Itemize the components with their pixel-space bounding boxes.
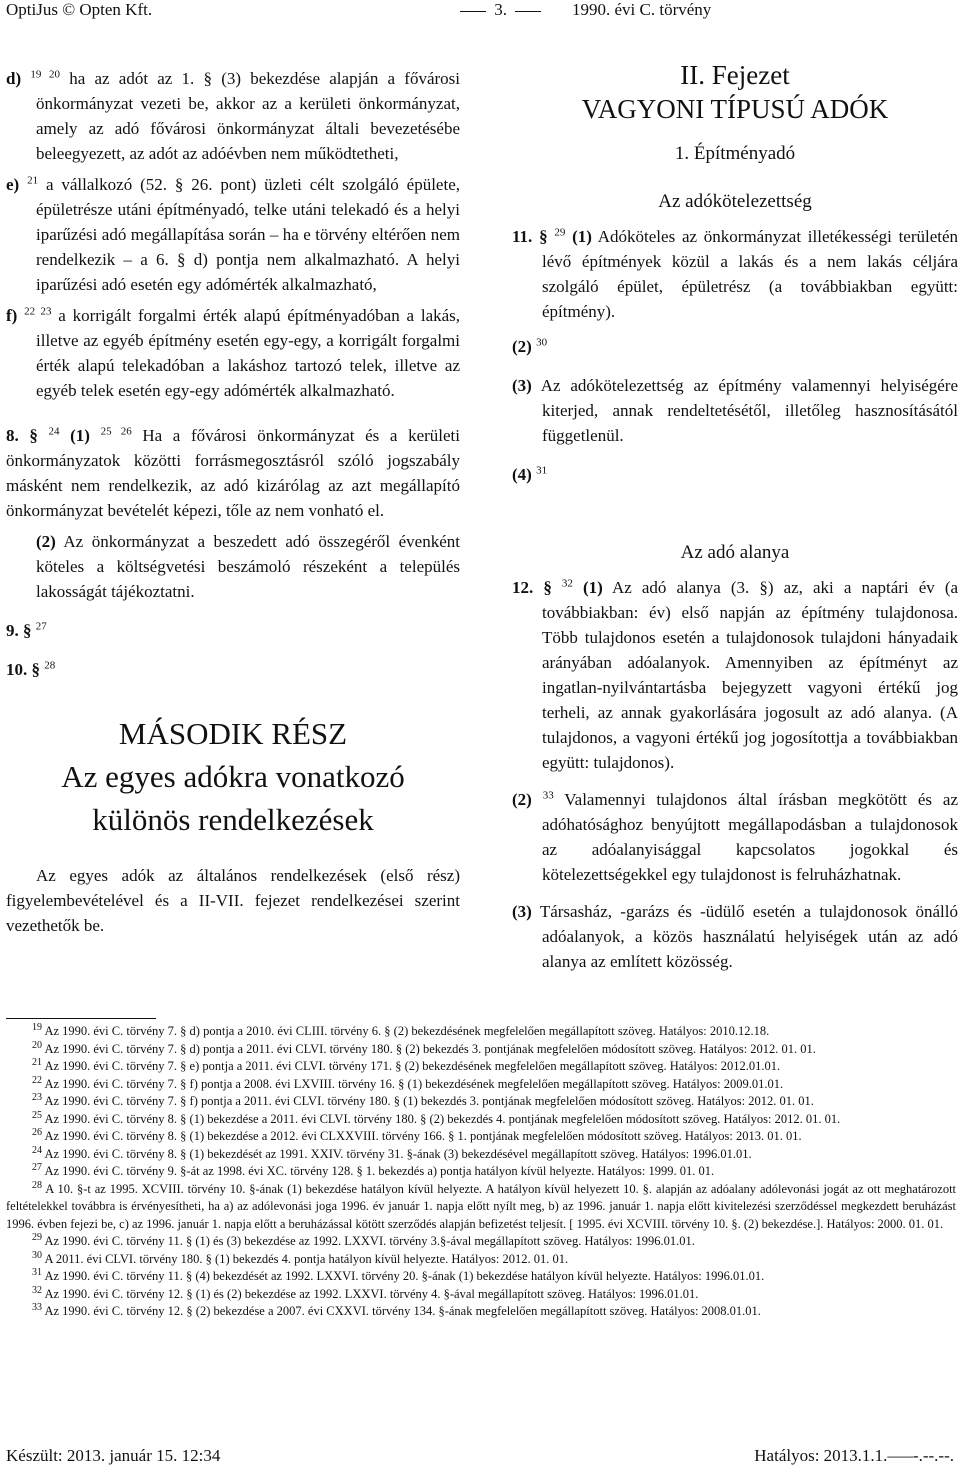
section-11-paragraph-2 <box>512 334 958 359</box>
footnote-text: Az 1990. évi C. törvény 7. § f) pontja a 2011. évi CLVI. törvény 180. § (1) bekezdés 3. pontjának megfelelően módosított szöveg. Hatályos: 2012. 01. 01. <box>44 1094 814 1108</box>
paragraph-number: (4) <box>512 465 532 484</box>
footnote-item <box>6 1163 956 1181</box>
footnote-text: Az 1990. évi C. törvény 11. § (1) és (3) bekezdése az 1992. LXXVI. törvény 3.§-ával megállapított szöveg. Hatályos: 1996.01.01. <box>44 1234 695 1248</box>
right-column <box>512 58 958 974</box>
footnote-ref[interactable]: 28 <box>44 659 56 672</box>
footnotes <box>6 1018 956 1321</box>
footnote-text: Az 1990. évi C. törvény 8. § (1) bekezdése a 2012. évi CLXXVIII. törvény 166. § 1. pontjának megfelelően módosított szöveg. Hatályos: 2013. 01. 01. <box>44 1129 802 1143</box>
footnote-item <box>6 1181 956 1234</box>
footnote-item <box>6 1076 956 1094</box>
footnote-text: Az 1990. évi C. törvény 12. § (1) és (2) bekezdése az 1992. LXXVI. törvény 4. §-ával megállapított szöveg. Hatályos: 1996.01.01. <box>44 1286 699 1301</box>
paragraph-number: (2) <box>36 532 56 551</box>
chapter-heading <box>512 58 958 126</box>
footnote-ref[interactable]: 32 <box>561 577 573 590</box>
footnote-text: Az 1990. évi C. törvény 11. § (4) bekezdését az 1992. LXXVI. törvény 20. §-ának (1) bekezdése hatályon kívül helyezte. Hatályos: 1996.01.01. <box>44 1269 765 1283</box>
section-11-paragraph-3 <box>512 373 958 448</box>
page-header <box>0 0 960 24</box>
section-title-obligation: Az adókötelezettség <box>658 191 812 212</box>
point-f <box>6 303 460 403</box>
footnote-number: 23 <box>32 1091 42 1103</box>
paragraph-number: (3) <box>512 902 532 921</box>
paragraph-number: (1) <box>70 426 90 445</box>
chapter-title: VAGYONI TÍPUSÚ ADÓK <box>581 94 889 124</box>
footnote-item <box>6 1058 956 1076</box>
section-12-label: 12. § <box>512 578 552 597</box>
section-8-paragraph-2-text: Az önkormányzat a beszedett adó összegéről évenként köteles a költségvetési beszámoló részeként a település lakosságát tájékoztatni. <box>36 532 460 601</box>
section-11-text: Adóköteles az önkormányzat illetékességi területén lévő építmények közül a lakás és a nem lakás céljára szolgáló épület, épületrész (a továbbiakban együtt: építmény). <box>542 227 959 321</box>
page-number: 3. <box>494 0 507 19</box>
section-10-label: 10. § <box>6 660 40 679</box>
section-8-text: Ha a fővárosi önkormányzat és a kerületi önkormányzatok közötti forrásmegosztásról szóló jogszabály másként nem rendelkezik, az adó kizárólag az azt megállapító önkormányzat bevételét képezi, tőle az nem vonható el. <box>6 426 461 520</box>
footnote-number: 28 <box>32 1179 42 1191</box>
footnote-text: Az 1990. évi C. törvény 9. §-át az 1998. évi XC. törvény 128. § 1. bekezdés a) pontja hatályon kívül helyezte. Hatályos: 1999. 01. 01. <box>44 1164 715 1178</box>
footer-created: Készült: 2013. január 15. 12:34 <box>6 1446 221 1465</box>
footnote-item <box>6 1093 956 1111</box>
section-12-paragraph-3 <box>512 899 958 974</box>
footnote-item <box>6 1111 956 1129</box>
point-e-label: e) <box>6 175 20 194</box>
page-footer <box>0 1446 960 1468</box>
footnote-number: 19 <box>32 1021 42 1033</box>
point-f-label: f) <box>6 306 18 325</box>
footer-effective: Hatályos: 2013.1.1.–––-.--.--. <box>754 1446 954 1465</box>
footnote-number: 31 <box>32 1266 42 1278</box>
footnote-item <box>6 1286 956 1304</box>
footnote-number: 26 <box>32 1126 42 1138</box>
footnote-text: Az 1990. évi C. törvény 7. § e) pontja a 2011. évi CLVI. törvény 171. § (2) bekezdésének megfelelően megállapított szöveg. Hatályos: 2012.01.01. <box>44 1059 781 1073</box>
footnote-text: Az 1990. évi C. törvény 8. § (1) bekezdését az 1991. XXIV. törvény 31. §-ának (3) bekezdésével megállapított szöveg. Hatályos: 1996.01.01. <box>44 1146 752 1161</box>
section-11-label: 11. § <box>512 227 548 246</box>
footnote-number: 21 <box>32 1056 42 1068</box>
footnote-text: Az 1990. évi C. törvény 7. § d) pontja a 2011. évi CLVI. törvény 180. § (2) bekezdés 3. pontjának megfelelően módosított szöveg. Hatályos: 2012. 01. 01. <box>44 1041 816 1056</box>
footnote-number: 24 <box>32 1144 42 1156</box>
footnote-rule <box>6 1018 156 1019</box>
section-title-subject: Az adó alanya <box>680 542 790 563</box>
part-title-line-1: MÁSODIK RÉSZ <box>118 716 348 751</box>
footnote-text: Az 1990. évi C. törvény 8. § (1) bekezdése a 2011. évi CLVI. törvény 180. § (2) bekezdés 4. pontjának megfelelően módosított szöveg. Hatályos: 2012. 01. 01. <box>44 1111 841 1126</box>
point-e <box>6 172 460 297</box>
section-9 <box>6 618 460 643</box>
footnote-number: 29 <box>32 1231 42 1243</box>
point-e-text: a vállalkozó (52. § 26. pont) üzleti célt szolgáló épülete, épületrésze utáni építményadó, telke utáni telekadó és a helyi iparűzési adó megállapítása során – ha e törvény eltérően nem rendelkezik – a 6. § d) pontja nem alkalmazható. A helyi iparűzési adó esetén egy adómérték alkalmazható, <box>36 175 460 294</box>
footnote-ref[interactable]: 25 26 <box>100 425 132 438</box>
footnote-ref[interactable]: 22 23 <box>24 305 52 318</box>
point-d-label: d) <box>6 69 22 88</box>
subtitle: 1. Építményadó <box>674 143 796 164</box>
footnote-number: 20 <box>32 1039 42 1051</box>
footnote-text: Az 1990. évi C. törvény 7. § f) pontja a 2008. évi LXVIII. törvény 16. § (1) bekezdésének megfelelően megállapított szöveg. Hatályos: 2009.01.01. <box>44 1076 784 1091</box>
section-10 <box>6 657 460 682</box>
part-title-line-2: Az egyes adókra vonatkozó <box>61 759 405 794</box>
section-12-paragraph-2-text: Valamennyi tulajdonos által írásban megkötött és az adóhatósághoz benyújtott megállapodásban a tulajdonosok az adóalanyisággal kapcsolatos jogokkal és kötelezettségekkel egy tulajdonost is felruházhatnak. <box>542 790 959 884</box>
footnote-number: 33 <box>32 1301 42 1313</box>
point-d <box>6 66 460 166</box>
footnote-ref[interactable]: 24 <box>48 425 60 438</box>
footnote-item <box>6 1128 956 1146</box>
footnote-text: A 2011. évi CLVI. törvény 180. § (1) bekezdés 4. pontja hatályon kívül helyezte. Hatályos: 2012. 01. 01. <box>44 1251 569 1266</box>
footnote-ref[interactable]: 27 <box>35 620 47 633</box>
left-column <box>6 58 460 938</box>
part-title-line-3: különös rendelkezések <box>92 802 374 837</box>
header-page-number <box>456 0 545 20</box>
footnote-ref[interactable]: 29 <box>554 226 566 239</box>
footnote-list <box>6 1023 956 1321</box>
footnote-number: 32 <box>32 1284 42 1296</box>
section-8-label: 8. § <box>6 426 38 445</box>
footnote-item <box>6 1146 956 1164</box>
footnote-ref[interactable]: 30 <box>536 336 548 349</box>
footnote-item <box>6 1023 956 1041</box>
section-12-paragraph-3-text: Társasház, -garázs és -üdülő esetén a tulajdonosok önálló adóalanyok, a közös használatú helyiségek után az adó alanya az említett közösség. <box>539 902 958 971</box>
footnote-item <box>6 1041 956 1059</box>
footnote-item <box>6 1233 956 1251</box>
section-9-label: 9. § <box>6 621 32 640</box>
footnote-number: 27 <box>32 1161 42 1173</box>
header-rule-right <box>515 11 541 12</box>
footnote-ref[interactable]: 19 20 <box>30 68 61 81</box>
footnote-number: 25 <box>32 1109 42 1121</box>
footnote-number: 22 <box>32 1074 42 1086</box>
paragraph-number: (3) <box>512 376 532 395</box>
footnote-text: Az 1990. évi C. törvény 12. § (2) bekezdése a 2007. évi CXXVI. törvény 134. §-ának megfelelően megállapított szöveg. Hatályos: 2008.01.01. <box>44 1304 761 1318</box>
section-8 <box>6 423 460 523</box>
footnote-ref[interactable]: 33 <box>542 789 554 802</box>
paragraph-number: (2) <box>512 790 532 809</box>
paragraph-number: (1) <box>572 227 592 246</box>
chapter-number: II. Fejezet <box>680 60 790 90</box>
footnote-number: 30 <box>32 1249 42 1261</box>
header-law-title: 1990. évi C. törvény <box>572 0 712 19</box>
footnote-ref[interactable]: 21 <box>27 174 39 187</box>
footnote-text: A 10. §-t az 1995. XCVIII. törvény 10. §-ának (1) bekezdése hatályon kívül helyezte. A hatályon kívül helyezett 10. §. alapján az adóalany adólevonási jogát az ott meghatározott feltételekkel továbbra is érvényesítheti, ha a) az adólevonási joga 1996. év január 1. napja előtt nyílt meg, b) az 1996. január 1. napja előtt kivitelezési szerződéssel megkezdett beruházást 1996. évben fejezi be, c) az 1996. január 1. napja előtt a beruházással kötött szerződés alapján befizetést teljesít. [ 1995. évi XCVIII. törvény 10. §. (2) bekezdése.]. Hatályos: 2000. 01. 01. <box>6 1181 957 1231</box>
part-intro: Az egyes adók az általános rendelkezések (első rész) figyelembevételével és a II-VII. fejezet rendelkezései szerint vezethetők be. <box>6 866 460 935</box>
part-title <box>6 712 460 841</box>
section-11-paragraph-3-text: Az adókötelezettség az építmény valamennyi helyiségére kiterjed, annak rendeltetésétől, illetőleg hasznosításától függetlenül. <box>540 376 958 445</box>
section-11-paragraph-4 <box>512 462 958 487</box>
paragraph-number: (1) <box>582 578 603 597</box>
section-12-text: Az adó alanya (3. §) az, aki a naptári év (a továbbiakban: év) első napján az építmény tulajdonosa. Több tulajdonos esetén a tulajdonosok tulajdoni hányadaik arányában adóalanyok. Amennyiben az építményt az ingatlan-nyilvántartásba bejegyzett vagyoni értékű jog terheli, az annak gyakorlására jogosult az adó alanya. (A tulajdonos, a vagyoni értékű jog jogosítottja a továbbiakban együtt: tulajdonos). <box>542 578 959 772</box>
section-8-paragraph-2 <box>6 529 460 604</box>
footnote-ref[interactable]: 31 <box>536 464 548 477</box>
paragraph-number: (2) <box>512 337 532 356</box>
point-d-text: ha az adót az 1. § (3) bekezdése alapján a fővárosi önkormányzat vezeti be, akkor az a kerületi önkormányzat, amely az adó fővárosi önkormányzat általi bevezetésébe beleegyezett, az adót az adóévben nem működtetheti, <box>36 69 460 163</box>
section-12 <box>512 575 958 775</box>
footnote-item <box>6 1268 956 1286</box>
point-f-text: a korrigált forgalmi érték alapú építményadóban a lakás, illetve az egyéb építmény esetén egy-egy, a korrigált forgalmi érték alapú telekadóban a lakáshoz tartozó telek, illetve az egyéb telek esetén egy-egy adómérték alkalmazható. <box>36 306 461 400</box>
footnote-item <box>6 1303 956 1321</box>
header-rule-left <box>460 11 486 12</box>
footnote-item <box>6 1251 956 1269</box>
header-publisher: OptiJus © Opten Kft. <box>6 0 153 19</box>
section-12-paragraph-2 <box>512 787 958 887</box>
section-11 <box>512 224 958 324</box>
footnote-text: Az 1990. évi C. törvény 7. § d) pontja a 2010. évi CLIII. törvény 6. § (2) bekezdésének megfelelően megállapított szöveg. Hatályos: 2010.12.18. <box>44 1024 770 1038</box>
